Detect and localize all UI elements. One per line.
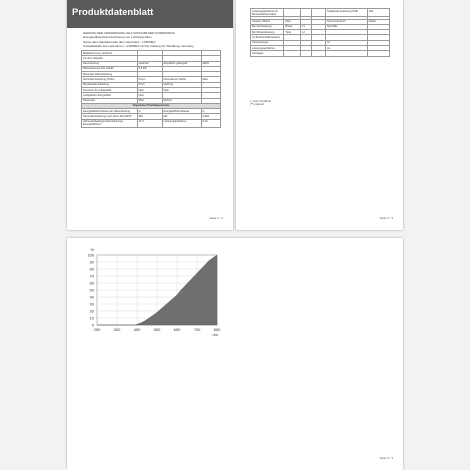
y-tick-label: 100: [87, 252, 94, 258]
table-cell: Faktor: [367, 19, 389, 24]
page-footer: Seite 1 / 3: [209, 216, 223, 220]
table-row: [82, 119, 221, 127]
x-tick-label: 300: [113, 327, 121, 332]
table-cell: Maximale Wärmeleistung: [82, 72, 138, 77]
table-cell: Sensoren für Luftqualität: [82, 87, 138, 92]
footnote-legend: [250, 100, 271, 106]
x-unit-label: nm: [212, 332, 218, 337]
table-cell: Leistungsaufnahme: [251, 45, 284, 50]
table-cell: Modellkennung: HC20-01: [82, 51, 138, 56]
table-cell: Energieeffizienzklasse: [162, 109, 201, 114]
y-unit-label: %: [90, 247, 94, 252]
page-title: Produktdatenblatt: [72, 7, 154, 18]
table-cell: 5.5 kW: [137, 66, 162, 71]
table-cell: Einheit: [162, 98, 201, 103]
table-cell: Bei Nennleistung: [251, 24, 284, 29]
parameter-table-1: [81, 50, 221, 128]
table-cell: Breite: [284, 24, 301, 29]
x-tick-label: 600: [173, 327, 181, 332]
intro-line-1: GEMÄSS DER VERORDNUNG (EU) 2015/1185 DER KOMMISSION: [83, 31, 175, 35]
table-row: [251, 9, 390, 17]
datasheet-page-2: [236, 0, 403, 230]
y-tick-label: 40: [89, 294, 94, 300]
x-tick-label: 200: [93, 327, 101, 332]
table-cell: Wärmeleistung des Geräts: [82, 66, 138, 71]
table-cell: Abmessungen: [251, 40, 284, 45]
footnote-1: ( ) nicht zutreffend: [250, 100, 271, 103]
table-cell: Wert: [201, 77, 220, 82]
table-cell: Leistungsaufnahme im Bereitschaftszustand: [251, 9, 284, 17]
table-cell: Nennwärmeleistung (Stufe): [82, 77, 138, 82]
table-cell: Stromverbrauch: [326, 19, 368, 24]
table-cell: Bei Mindestleistung: [251, 30, 284, 35]
table-cell: G: [201, 109, 220, 114]
table-cell: G: [137, 109, 162, 114]
table-cell: Nennwärmeleistung nach Norm EN 60675: [82, 114, 138, 119]
table-cell: Spezielle: [326, 24, 368, 29]
table-cell: 480: [137, 114, 162, 119]
y-tick-label: 0: [91, 322, 94, 328]
table-cell: [312, 9, 326, 17]
page-footer: Seite 3 / 3: [379, 456, 393, 460]
x-tick-label: 700: [193, 327, 201, 332]
table-cell: Tiefe: [284, 30, 301, 35]
y-tick-label: 90: [89, 259, 94, 265]
table-cell: [284, 9, 301, 17]
table-cell: Leistungsaufnahme: [162, 119, 201, 127]
table-cell: Wert: [284, 19, 301, 24]
table-cell: Energieeffizienzklasse der Raumheizung: [82, 109, 138, 114]
table-cell: [312, 51, 326, 56]
table-cell: NEIN: [201, 61, 220, 66]
table-cell: Nein: [137, 93, 162, 98]
supplier-label: Name oder Handelsmarke des Lieferanten : LORIMEX: [83, 40, 156, 44]
footnote-2: (**) optional: [250, 103, 264, 107]
table-cell: Teillastwärmeleistung PSB: [326, 9, 368, 17]
y-tick-label: 80: [89, 266, 94, 272]
table-cell: Nein: [162, 87, 201, 92]
table-cell: Eingebbar gekoppelt: [162, 61, 201, 66]
table-cell: [301, 9, 312, 17]
table-cell: Wert: [137, 98, 162, 103]
table-cell: [367, 51, 389, 56]
x-tick-label: 400: [133, 327, 141, 332]
table-cell: Pnom: [137, 77, 162, 82]
table-row: [251, 51, 390, 56]
table-cell: L1: [301, 24, 312, 29]
table-cell: Nennwärme (Stufe): [162, 77, 201, 82]
table-cell: 2.983: [201, 114, 220, 119]
table-cell: Luftqualität nicht gefiltert: [82, 93, 138, 98]
title-banner: [67, 0, 233, 28]
y-tick-label: 30: [89, 301, 94, 307]
table-cell: L2: [301, 30, 312, 35]
x-tick-label: 800: [213, 327, 221, 332]
x-tick-label: 500: [153, 327, 161, 332]
spectrum-chart: [67, 238, 403, 470]
table-cell: -: [201, 82, 220, 87]
table-cell: Im Bereitschaftszustand: [251, 35, 284, 40]
y-tick-label: 60: [89, 280, 94, 286]
contact-label: Kontaktdetails des Lieferanten : LORIMEX GmbH, Kalteng 10, Sandberg, Germany: [83, 44, 194, 48]
table-cell: Pmin: [137, 82, 162, 87]
table-cell: 9.20: [201, 119, 220, 127]
table-cell: 199: [367, 9, 389, 17]
parameter-table-2: [250, 8, 390, 57]
section-header: Allgemeine Produktparameter: [82, 103, 221, 108]
y-tick-label: 10: [89, 315, 94, 321]
table-cell: Raumheizung: [82, 61, 138, 66]
table-cell: Nein: [137, 87, 162, 92]
table-cell: Jahreszeitbedingte Raumheizungs-Energieeffizienz: [82, 119, 138, 127]
y-tick-label: 50: [89, 287, 94, 293]
table-cell: [284, 51, 301, 56]
table-cell: Lieferbar: [137, 61, 162, 66]
intro-line-2: Energieeffizienzkennzeichnung von Luftheizgeräten: [83, 35, 152, 39]
table-cell: [301, 51, 312, 56]
table-cell: [326, 51, 368, 56]
datasheet-page-1: [67, 0, 233, 230]
page-footer: Seite 2 / 3: [379, 216, 393, 220]
table-cell: Mindestwärmeleistung: [82, 82, 138, 87]
table-cell: kW: [162, 114, 201, 119]
y-tick-label: 20: [89, 308, 94, 314]
table-cell: Parameter: [82, 98, 138, 103]
table-cell: Ja: [326, 40, 368, 45]
table-cell: -: [201, 93, 220, 98]
table-cell: Sonstiges: [251, 51, 284, 56]
table-cell: Heizung: [162, 82, 201, 87]
table-cell: Art der Luftquelle:: [82, 56, 138, 61]
table-cell: 27.3: [137, 119, 162, 127]
datasheet-page-3: [67, 238, 403, 470]
y-tick-label: 70: [89, 273, 94, 279]
table-cell: Ja: [326, 45, 368, 50]
table-cell: Außerer Winkel: [251, 19, 284, 24]
